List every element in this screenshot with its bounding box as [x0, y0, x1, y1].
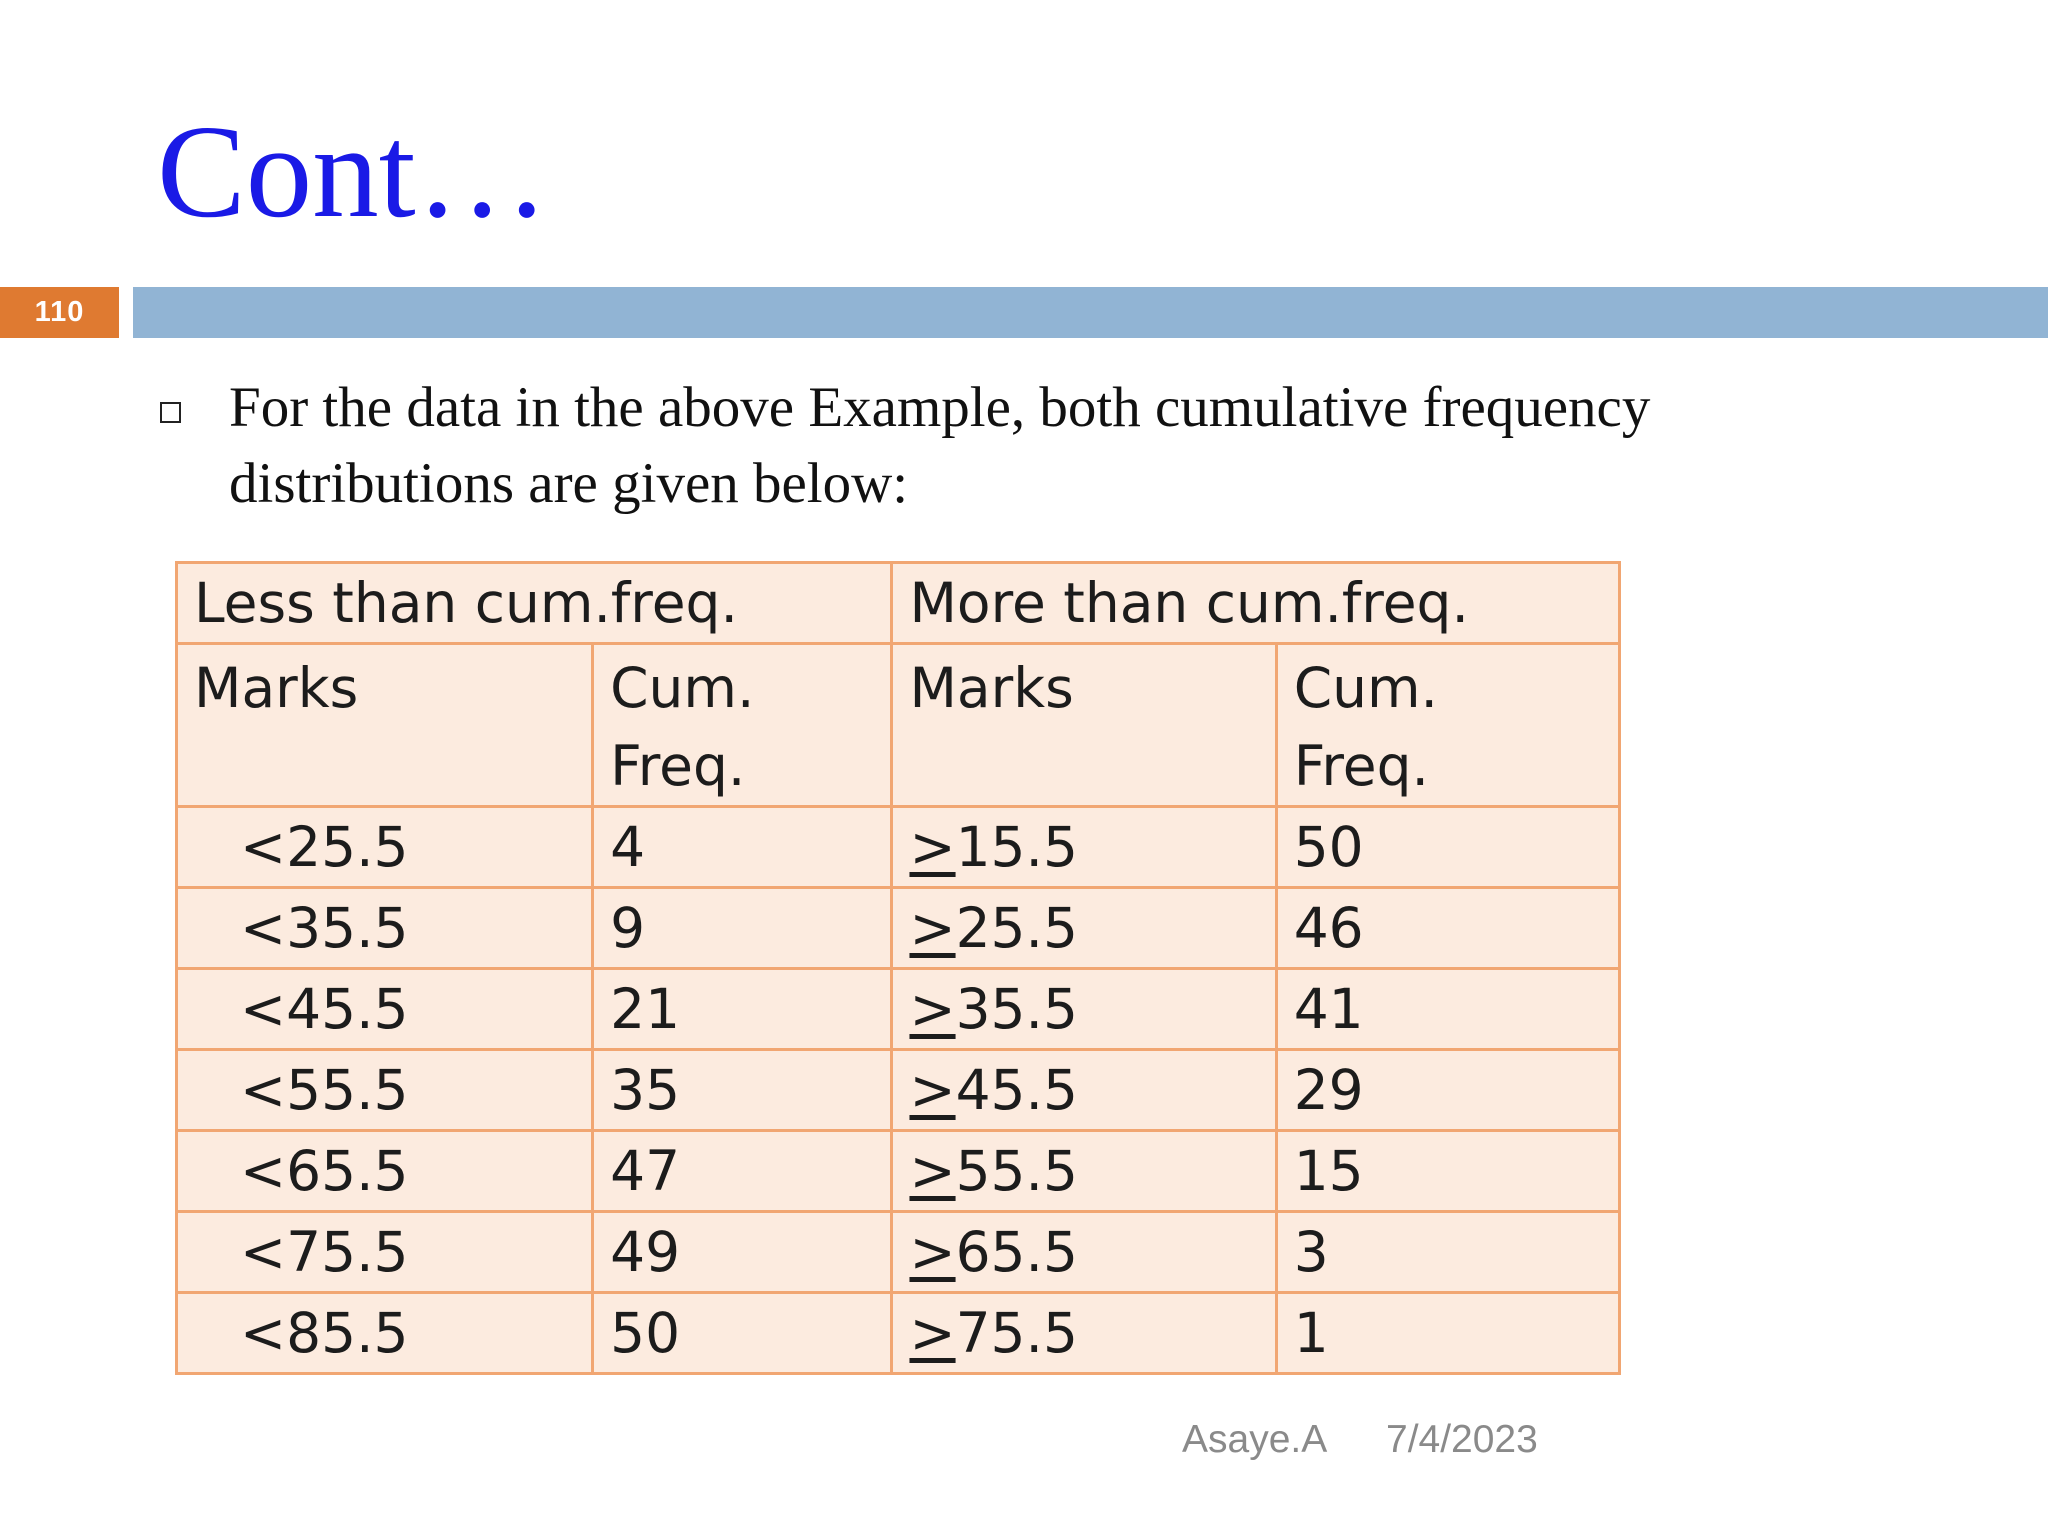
greater-equal-symbol: > — [909, 1058, 956, 1122]
more-cum-cell: 15 — [1276, 1131, 1619, 1212]
group-header-row — [177, 563, 1620, 644]
greater-equal-symbol: > — [909, 977, 956, 1041]
more-marks-cell — [892, 888, 1276, 969]
more-marks-cell — [892, 969, 1276, 1050]
less-cum-cell: 47 — [593, 1131, 892, 1212]
less-marks-cell: <65.5 — [177, 1131, 593, 1212]
footer-date: 7/4/2023 — [1386, 1418, 1538, 1461]
more-cum-cell: 29 — [1276, 1050, 1619, 1131]
less-marks-cell: <45.5 — [177, 969, 593, 1050]
less-cum-cell: 49 — [593, 1212, 892, 1293]
greater-equal-symbol: > — [909, 1301, 956, 1365]
table-row — [177, 807, 1620, 888]
table-row — [177, 1131, 1620, 1212]
less-marks-cell: <85.5 — [177, 1293, 593, 1374]
bullet-text: For the data in the above Example, both cumulative frequency distributions are given below: — [229, 376, 1651, 515]
greater-equal-symbol: > — [909, 1220, 956, 1284]
table-row — [177, 1050, 1620, 1131]
less-cum-cell: 9 — [593, 888, 892, 969]
more-marks-value: 65.5 — [955, 1220, 1079, 1284]
more-marks-value: 55.5 — [955, 1139, 1079, 1203]
square-bullet-icon — [160, 402, 181, 423]
more-marks-cell — [892, 1050, 1276, 1131]
more-than-group-header: More than cum.freq. — [892, 563, 1620, 644]
less-cum-cell: 50 — [593, 1293, 892, 1374]
more-marks-value: 15.5 — [955, 815, 1079, 879]
less-cum-cell: 35 — [593, 1050, 892, 1131]
less-cum-cell: 4 — [593, 807, 892, 888]
more-cum-freq-header — [1276, 644, 1619, 807]
less-cum-freq-header — [593, 644, 892, 807]
header-line: Freq. — [610, 734, 746, 798]
greater-equal-symbol: > — [909, 896, 956, 960]
greater-equal-symbol: > — [909, 1139, 956, 1203]
more-marks-value: 35.5 — [955, 977, 1079, 1041]
more-marks-value: 75.5 — [955, 1301, 1079, 1365]
less-marks-cell: <25.5 — [177, 807, 593, 888]
header-line: Freq. — [1293, 734, 1429, 798]
less-than-group-header: Less than cum.freq. — [177, 563, 892, 644]
more-marks-value: 25.5 — [955, 896, 1079, 960]
slide-number: 110 — [0, 287, 119, 338]
more-cum-cell: 46 — [1276, 888, 1619, 969]
more-marks-cell — [892, 1212, 1276, 1293]
more-marks-header: Marks — [892, 644, 1276, 807]
greater-equal-symbol: > — [909, 815, 956, 879]
less-marks-cell: <55.5 — [177, 1050, 593, 1131]
more-cum-cell: 3 — [1276, 1212, 1619, 1293]
header-line: Cum. — [610, 656, 755, 720]
cumulative-frequency-table — [175, 561, 1621, 1375]
more-marks-value: 45.5 — [955, 1058, 1079, 1122]
more-marks-cell — [892, 1131, 1276, 1212]
less-marks-cell: <75.5 — [177, 1212, 593, 1293]
less-marks-header: Marks — [177, 644, 593, 807]
more-cum-cell: 41 — [1276, 969, 1619, 1050]
more-marks-cell — [892, 807, 1276, 888]
slide-title: Cont… — [157, 97, 549, 245]
footer-author: Asaye.A — [1182, 1418, 1328, 1461]
column-header-row — [177, 644, 1620, 807]
more-cum-cell: 50 — [1276, 807, 1619, 888]
table-row — [177, 1293, 1620, 1374]
table-row — [177, 888, 1620, 969]
header-line: Cum. — [1293, 656, 1439, 720]
table-row — [177, 1212, 1620, 1293]
more-marks-cell — [892, 1293, 1276, 1374]
less-marks-cell: <35.5 — [177, 888, 593, 969]
more-cum-cell: 1 — [1276, 1293, 1619, 1374]
less-cum-cell: 21 — [593, 969, 892, 1050]
table-row — [177, 969, 1620, 1050]
header-bar — [133, 287, 2048, 338]
